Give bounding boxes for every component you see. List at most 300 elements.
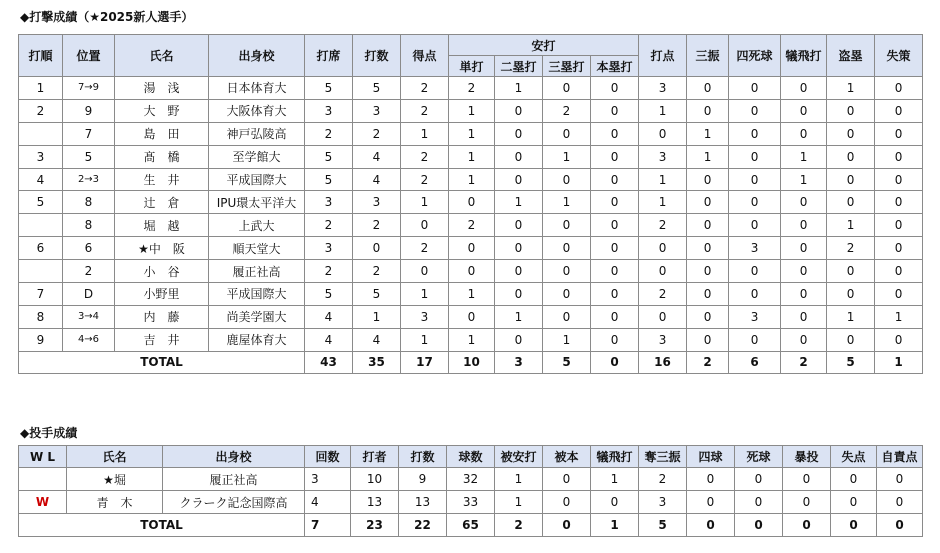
cell-double: 0	[495, 260, 543, 283]
cell-bb: 0	[687, 491, 735, 514]
cell-ab: 4	[353, 168, 401, 191]
total-hr: 0	[543, 514, 591, 537]
header-single: 単打	[449, 56, 495, 77]
cell-triple: 0	[543, 122, 591, 145]
header-order: 打順	[19, 35, 63, 77]
cell-bb: 0	[729, 328, 781, 351]
total-hbp: 0	[735, 514, 783, 537]
cell-runs: 0	[401, 214, 449, 237]
total-pa: 43	[305, 351, 353, 373]
cell-order	[19, 122, 63, 145]
cell-sac: 0	[591, 491, 639, 514]
batting-section-title: ◆打撃成績（★2025新人選手）	[20, 10, 194, 24]
cell-position: 7	[63, 122, 115, 145]
cell-position: 7→9	[63, 77, 115, 100]
header-hits: 安打	[449, 35, 639, 56]
cell-hr: 0	[591, 145, 639, 168]
total-single: 10	[449, 351, 495, 373]
cell-so: 0	[687, 328, 729, 351]
cell-name: 島 田	[115, 122, 209, 145]
header-runs: 失点	[831, 446, 877, 468]
cell-name: 髙 橋	[115, 145, 209, 168]
header-hits-allowed: 被安打	[495, 446, 543, 468]
batting-row	[19, 122, 923, 145]
cell-pa: 3	[305, 99, 353, 122]
cell-err: 1	[875, 305, 923, 328]
cell-double: 0	[495, 237, 543, 260]
total-hr: 0	[591, 351, 639, 373]
total-err: 1	[875, 351, 923, 373]
cell-pa: 5	[305, 168, 353, 191]
header-sb: 盗塁	[827, 35, 875, 77]
pitching-total-row	[19, 514, 923, 537]
cell-wp: 0	[783, 468, 831, 491]
cell-ab: 9	[399, 468, 447, 491]
cell-pa: 5	[305, 283, 353, 306]
cell-school: 上武大	[209, 214, 305, 237]
cell-sb: 0	[827, 99, 875, 122]
batting-row	[19, 99, 923, 122]
cell-ab: 0	[353, 237, 401, 260]
total-ip: 7	[305, 514, 351, 537]
cell-runs: 2	[401, 99, 449, 122]
cell-name: 内 藤	[115, 305, 209, 328]
header-wl: W L	[19, 446, 67, 468]
cell-school: クラーク記念国際高	[163, 491, 305, 514]
cell-name: 大 野	[115, 99, 209, 122]
batting-row	[19, 237, 923, 260]
cell-pa: 3	[305, 237, 353, 260]
cell-double: 0	[495, 328, 543, 351]
cell-pa: 2	[305, 122, 353, 145]
cell-ab: 3	[353, 191, 401, 214]
total-bb: 0	[687, 514, 735, 537]
cell-rbi: 1	[639, 99, 687, 122]
cell-single: 1	[449, 168, 495, 191]
header-position: 位置	[63, 35, 115, 77]
header-double: 二塁打	[495, 56, 543, 77]
header-bb: 四死球	[729, 35, 781, 77]
cell-rbi: 3	[639, 328, 687, 351]
cell-so: 0	[687, 191, 729, 214]
cell-school: 履正社高	[209, 260, 305, 283]
cell-rbi: 0	[639, 260, 687, 283]
cell-double: 0	[495, 122, 543, 145]
cell-triple: 0	[543, 305, 591, 328]
cell-order: 7	[19, 283, 63, 306]
cell-hr: 0	[543, 468, 591, 491]
cell-name: 湯 浅	[115, 77, 209, 100]
cell-school: 尚美学園大	[209, 305, 305, 328]
cell-wl	[19, 468, 67, 491]
total-label: TOTAL	[19, 514, 305, 537]
total-ab: 35	[353, 351, 401, 373]
header-hbp: 死球	[735, 446, 783, 468]
pitching-row	[19, 491, 923, 514]
pitching-section-title: ◆投手成績	[20, 426, 78, 440]
cell-school: 履正社高	[163, 468, 305, 491]
header-ab: 打数	[399, 446, 447, 468]
cell-sb: 2	[827, 237, 875, 260]
batting-row	[19, 145, 923, 168]
batting-row	[19, 77, 923, 100]
cell-double: 0	[495, 99, 543, 122]
cell-pitches: 32	[447, 468, 495, 491]
header-hr-allowed: 被本	[543, 446, 591, 468]
cell-wl: W	[19, 491, 67, 514]
cell-hits: 1	[495, 468, 543, 491]
cell-sb: 0	[827, 191, 875, 214]
cell-hr: 0	[591, 328, 639, 351]
cell-runs: 3	[401, 305, 449, 328]
cell-so: 0	[687, 168, 729, 191]
header-school: 出身校	[209, 35, 305, 77]
cell-position: 8	[63, 191, 115, 214]
cell-school: 平成国際大	[209, 168, 305, 191]
cell-ab: 3	[353, 99, 401, 122]
cell-err: 0	[875, 214, 923, 237]
cell-name: 生 井	[115, 168, 209, 191]
cell-triple: 0	[543, 237, 591, 260]
cell-err: 0	[875, 283, 923, 306]
batting-row	[19, 168, 923, 191]
cell-school: 至学館大	[209, 145, 305, 168]
cell-single: 1	[449, 122, 495, 145]
cell-ab: 4	[353, 145, 401, 168]
header-sac: 犠飛打	[781, 35, 827, 77]
header-hr: 本塁打	[591, 56, 639, 77]
cell-pa: 4	[305, 305, 353, 328]
total-bf: 23	[351, 514, 399, 537]
cell-order: 9	[19, 328, 63, 351]
cell-double: 1	[495, 77, 543, 100]
total-runs: 17	[401, 351, 449, 373]
cell-triple: 0	[543, 260, 591, 283]
cell-position: 9	[63, 99, 115, 122]
cell-sac: 1	[591, 468, 639, 491]
cell-hr: 0	[591, 305, 639, 328]
cell-name: 青 木	[67, 491, 163, 514]
cell-name: 小野里	[115, 283, 209, 306]
cell-name: 小 谷	[115, 260, 209, 283]
cell-double: 0	[495, 168, 543, 191]
cell-position: 2→3	[63, 168, 115, 191]
cell-bf: 10	[351, 468, 399, 491]
cell-hr: 0	[591, 237, 639, 260]
total-wp: 0	[783, 514, 831, 537]
cell-pitches: 33	[447, 491, 495, 514]
cell-so: 0	[687, 305, 729, 328]
cell-order: 1	[19, 77, 63, 100]
cell-er: 0	[877, 468, 923, 491]
cell-hr: 0	[591, 122, 639, 145]
cell-order: 4	[19, 168, 63, 191]
cell-ab: 2	[353, 122, 401, 145]
batting-row	[19, 214, 923, 237]
cell-sb: 1	[827, 214, 875, 237]
cell-sac: 0	[781, 283, 827, 306]
cell-so: 0	[687, 99, 729, 122]
cell-name: 吉 井	[115, 328, 209, 351]
cell-rbi: 0	[639, 305, 687, 328]
total-bb: 6	[729, 351, 781, 373]
total-runs: 0	[831, 514, 877, 537]
cell-sac: 0	[781, 328, 827, 351]
cell-runs: 2	[401, 145, 449, 168]
cell-order: 2	[19, 99, 63, 122]
cell-triple: 0	[543, 283, 591, 306]
cell-rbi: 1	[639, 168, 687, 191]
cell-rbi: 3	[639, 77, 687, 100]
cell-err: 0	[875, 328, 923, 351]
cell-sac: 1	[781, 168, 827, 191]
header-runs: 得点	[401, 35, 449, 77]
total-double: 3	[495, 351, 543, 373]
cell-err: 0	[875, 77, 923, 100]
cell-runs: 0	[831, 468, 877, 491]
cell-single: 1	[449, 99, 495, 122]
cell-err: 0	[875, 168, 923, 191]
cell-hits: 1	[495, 491, 543, 514]
cell-school: 鹿屋体育大	[209, 328, 305, 351]
cell-single: 0	[449, 191, 495, 214]
batting-header-row	[19, 35, 923, 56]
cell-single: 1	[449, 145, 495, 168]
cell-ab: 13	[399, 491, 447, 514]
cell-runs: 1	[401, 328, 449, 351]
cell-single: 2	[449, 214, 495, 237]
total-hits: 2	[495, 514, 543, 537]
total-triple: 5	[543, 351, 591, 373]
cell-sac: 0	[781, 122, 827, 145]
cell-hbp: 0	[735, 468, 783, 491]
cell-order: 3	[19, 145, 63, 168]
pitching-table	[18, 445, 923, 537]
cell-single: 0	[449, 260, 495, 283]
cell-sac: 0	[781, 237, 827, 260]
cell-name: 辻 倉	[115, 191, 209, 214]
total-sac: 2	[781, 351, 827, 373]
cell-double: 1	[495, 191, 543, 214]
header-rbi: 打点	[639, 35, 687, 77]
total-so: 5	[639, 514, 687, 537]
header-wp: 暴投	[783, 446, 831, 468]
cell-runs: 2	[401, 237, 449, 260]
cell-bf: 13	[351, 491, 399, 514]
header-bf: 打者	[351, 446, 399, 468]
cell-so: 1	[687, 122, 729, 145]
cell-ab: 2	[353, 260, 401, 283]
cell-hr: 0	[591, 77, 639, 100]
cell-ip: 4	[305, 491, 351, 514]
header-name: 氏名	[115, 35, 209, 77]
cell-school: 日本体育大	[209, 77, 305, 100]
cell-hr: 0	[591, 191, 639, 214]
cell-err: 0	[875, 145, 923, 168]
cell-sb: 0	[827, 122, 875, 145]
cell-name: 堀 越	[115, 214, 209, 237]
header-pitches: 球数	[447, 446, 495, 468]
cell-runs: 2	[401, 168, 449, 191]
cell-so: 0	[687, 283, 729, 306]
cell-position: 5	[63, 145, 115, 168]
cell-hr: 0	[591, 168, 639, 191]
cell-rbi: 2	[639, 214, 687, 237]
cell-triple: 1	[543, 191, 591, 214]
cell-triple: 0	[543, 168, 591, 191]
cell-rbi: 0	[639, 122, 687, 145]
cell-bb: 0	[729, 214, 781, 237]
cell-name: ★中 阪	[115, 237, 209, 260]
cell-sac: 0	[781, 214, 827, 237]
cell-pa: 2	[305, 260, 353, 283]
cell-sb: 1	[827, 77, 875, 100]
cell-hr: 0	[543, 491, 591, 514]
batting-row	[19, 328, 923, 351]
total-sac: 1	[591, 514, 639, 537]
cell-err: 0	[875, 260, 923, 283]
cell-er: 0	[877, 491, 923, 514]
cell-rbi: 0	[639, 237, 687, 260]
cell-bb: 0	[729, 191, 781, 214]
cell-bb: 0	[729, 99, 781, 122]
cell-ab: 2	[353, 214, 401, 237]
pitching-header-row	[19, 446, 923, 468]
cell-position: 4→6	[63, 328, 115, 351]
header-ip: 回数	[305, 446, 351, 468]
cell-hr: 0	[591, 214, 639, 237]
cell-hbp: 0	[735, 491, 783, 514]
total-ab: 22	[399, 514, 447, 537]
cell-err: 0	[875, 122, 923, 145]
cell-bb: 0	[729, 260, 781, 283]
cell-sb: 0	[827, 145, 875, 168]
cell-bb: 3	[729, 237, 781, 260]
cell-ip: 3	[305, 468, 351, 491]
header-bb: 四球	[687, 446, 735, 468]
cell-err: 0	[875, 99, 923, 122]
cell-school: 大阪体育大	[209, 99, 305, 122]
cell-name: ★堀	[67, 468, 163, 491]
cell-ab: 4	[353, 328, 401, 351]
total-er: 0	[877, 514, 923, 537]
cell-order	[19, 214, 63, 237]
batting-total-row	[19, 351, 923, 373]
cell-position: D	[63, 283, 115, 306]
cell-double: 0	[495, 283, 543, 306]
cell-triple: 0	[543, 214, 591, 237]
cell-order	[19, 260, 63, 283]
cell-triple: 1	[543, 145, 591, 168]
batting-table	[18, 34, 923, 374]
cell-so: 1	[687, 145, 729, 168]
cell-bb: 0	[729, 283, 781, 306]
cell-sac: 1	[781, 145, 827, 168]
cell-ab: 5	[353, 77, 401, 100]
cell-sac: 0	[781, 77, 827, 100]
cell-pa: 5	[305, 77, 353, 100]
cell-school: 平成国際大	[209, 283, 305, 306]
cell-sb: 0	[827, 260, 875, 283]
cell-bb: 0	[687, 468, 735, 491]
cell-so: 0	[687, 214, 729, 237]
cell-so: 0	[687, 237, 729, 260]
header-er: 自責点	[877, 446, 923, 468]
cell-triple: 1	[543, 328, 591, 351]
cell-rbi: 2	[639, 283, 687, 306]
cell-ab: 1	[353, 305, 401, 328]
cell-triple: 0	[543, 77, 591, 100]
cell-position: 6	[63, 237, 115, 260]
cell-sac: 0	[781, 260, 827, 283]
cell-rbi: 1	[639, 191, 687, 214]
header-pa: 打席	[305, 35, 353, 77]
cell-order: 6	[19, 237, 63, 260]
cell-err: 0	[875, 191, 923, 214]
cell-school: 神戸弘陵高	[209, 122, 305, 145]
cell-single: 2	[449, 77, 495, 100]
cell-hr: 0	[591, 283, 639, 306]
cell-wp: 0	[783, 491, 831, 514]
cell-double: 0	[495, 145, 543, 168]
cell-rbi: 3	[639, 145, 687, 168]
cell-single: 0	[449, 305, 495, 328]
cell-bb: 0	[729, 122, 781, 145]
batting-row	[19, 191, 923, 214]
cell-so: 0	[687, 260, 729, 283]
cell-err: 0	[875, 237, 923, 260]
cell-bb: 0	[729, 77, 781, 100]
cell-single: 1	[449, 328, 495, 351]
total-pitches: 65	[447, 514, 495, 537]
cell-bb: 3	[729, 305, 781, 328]
cell-pa: 4	[305, 328, 353, 351]
cell-double: 1	[495, 305, 543, 328]
pitching-row	[19, 468, 923, 491]
cell-position: 8	[63, 214, 115, 237]
cell-position: 2	[63, 260, 115, 283]
cell-sb: 0	[827, 283, 875, 306]
header-sac: 犠飛打	[591, 446, 639, 468]
batting-row	[19, 305, 923, 328]
cell-position: 3→4	[63, 305, 115, 328]
total-so: 2	[687, 351, 729, 373]
cell-so: 0	[687, 77, 729, 100]
cell-triple: 2	[543, 99, 591, 122]
batting-row	[19, 260, 923, 283]
cell-pa: 3	[305, 191, 353, 214]
cell-runs: 2	[401, 77, 449, 100]
cell-runs: 1	[401, 122, 449, 145]
header-so: 奪三振	[639, 446, 687, 468]
cell-single: 0	[449, 237, 495, 260]
cell-hr: 0	[591, 99, 639, 122]
cell-runs: 1	[401, 283, 449, 306]
total-sb: 5	[827, 351, 875, 373]
cell-bb: 0	[729, 168, 781, 191]
cell-runs: 0	[401, 260, 449, 283]
cell-single: 1	[449, 283, 495, 306]
cell-double: 0	[495, 214, 543, 237]
cell-sb: 1	[827, 305, 875, 328]
cell-runs: 1	[401, 191, 449, 214]
cell-sb: 0	[827, 168, 875, 191]
cell-so: 3	[639, 491, 687, 514]
cell-sac: 0	[781, 305, 827, 328]
total-label: TOTAL	[19, 351, 305, 373]
cell-hr: 0	[591, 260, 639, 283]
cell-so: 2	[639, 468, 687, 491]
